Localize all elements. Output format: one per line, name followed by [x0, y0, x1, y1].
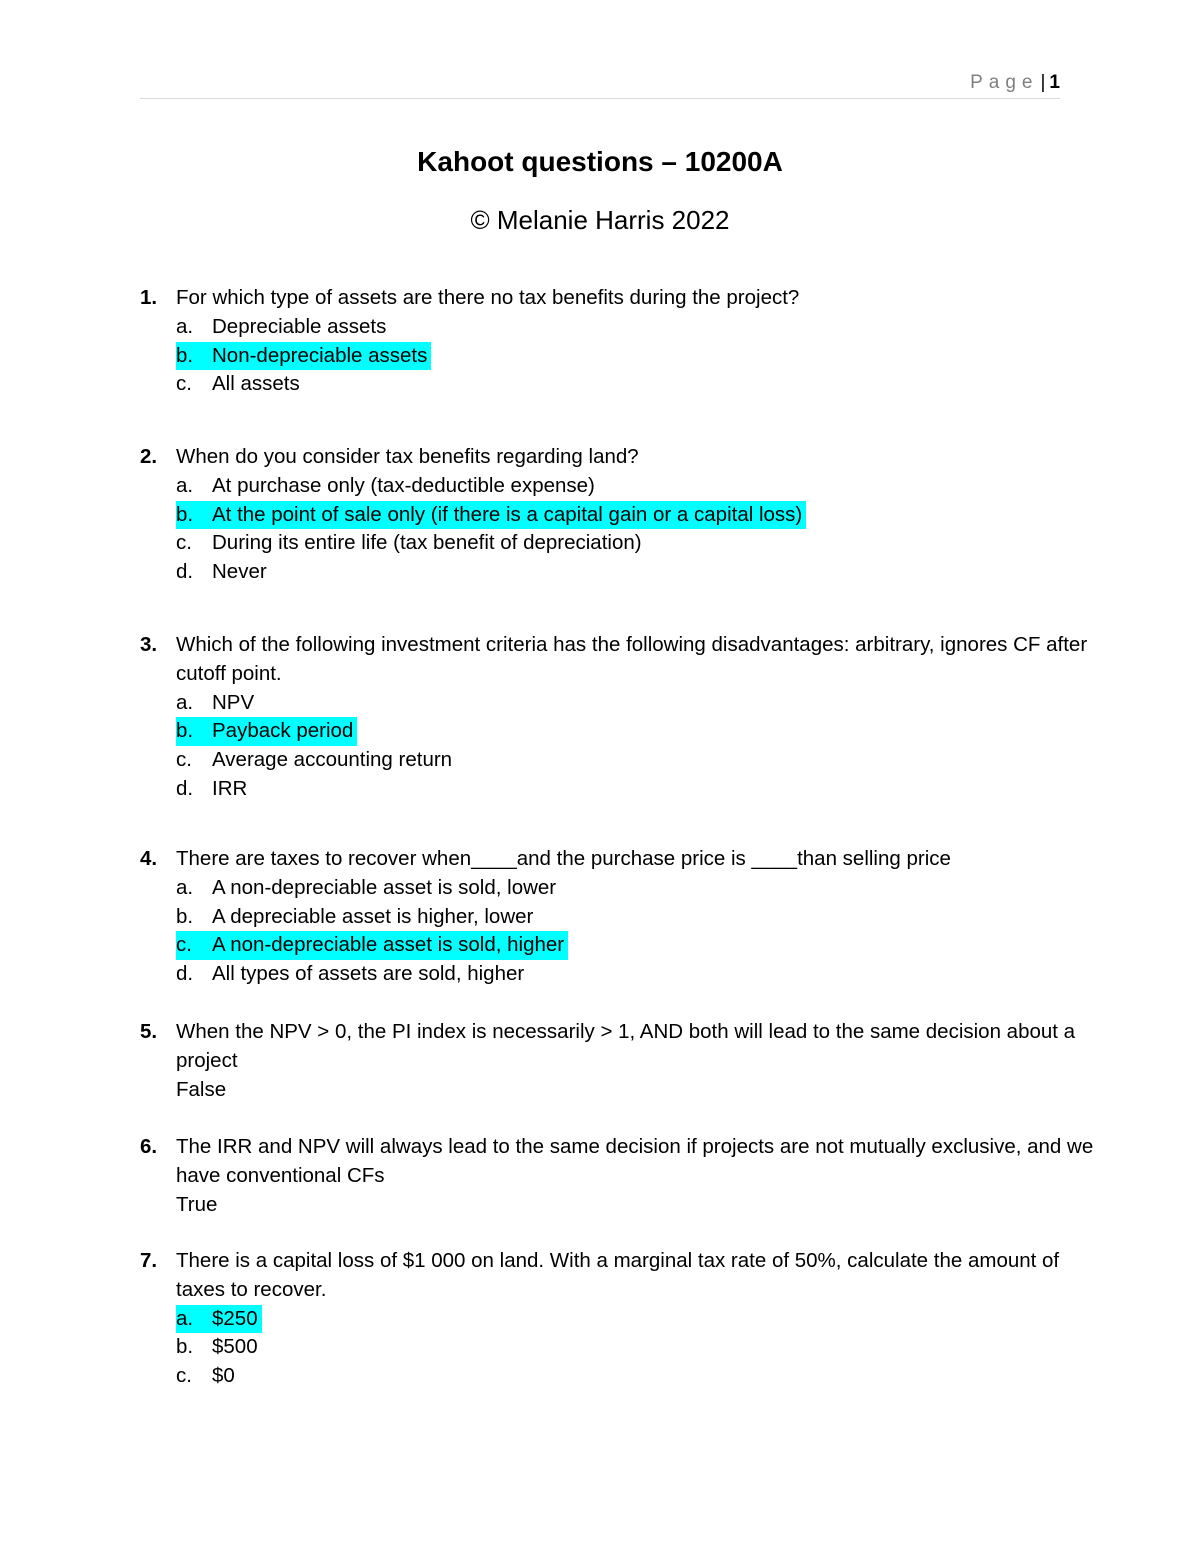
- option-letter: b.: [176, 1335, 194, 1359]
- option-letter: c.: [176, 372, 192, 396]
- page-header: [140, 70, 1060, 99]
- answer-option: [176, 558, 1106, 587]
- page-number: 1: [1049, 72, 1060, 93]
- answer-option: [176, 775, 1106, 804]
- option-text: All assets: [212, 372, 300, 396]
- answer-option-content: [176, 558, 267, 587]
- answer-option: [176, 717, 1106, 746]
- answer-option: [176, 472, 1106, 501]
- option-letter: d.: [176, 776, 194, 800]
- answer-option-content: [176, 960, 524, 989]
- option-letter: c.: [176, 531, 192, 555]
- option-letter: a.: [176, 314, 194, 338]
- answer-option-content: [176, 1333, 258, 1362]
- option-letter: a.: [176, 473, 194, 497]
- answer-option: [176, 342, 1106, 371]
- question-item: [140, 1133, 1106, 1219]
- answer-options: [176, 472, 1106, 587]
- answer-option: [176, 1333, 1106, 1362]
- question-text: There are taxes to recover when____and the purchase price is ____than selling price: [176, 847, 951, 870]
- option-letter: b.: [176, 904, 194, 928]
- question-number: 3.: [140, 633, 158, 656]
- answer-option-content: [176, 903, 533, 932]
- question-item: [140, 443, 1106, 587]
- question-number: 2.: [140, 445, 158, 468]
- option-text: A non-depreciable asset is sold, lower: [212, 875, 557, 899]
- option-letter: b.: [176, 502, 194, 526]
- answer-option-content: [176, 1362, 235, 1391]
- option-letter: b.: [176, 719, 194, 743]
- option-text: At purchase only (tax-deductible expense): [212, 473, 595, 497]
- correct-answer-highlight: [176, 501, 806, 530]
- answer-option: [176, 874, 1106, 903]
- correct-answer-highlight: [176, 931, 568, 960]
- option-text: At the point of sale only (if there is a capital gain or a capital loss): [212, 502, 803, 526]
- answer-option: [176, 370, 1106, 399]
- option-letter: a.: [176, 1306, 194, 1330]
- answer-option: [176, 313, 1106, 342]
- question-text: For which type of assets are there no tax benefits during the project?: [176, 286, 800, 309]
- option-letter: a.: [176, 875, 194, 899]
- document-title: Kahoot questions – 10200A: [417, 146, 783, 177]
- option-text: Non-depreciable assets: [212, 343, 428, 367]
- option-letter: c.: [176, 748, 192, 772]
- option-text: Depreciable assets: [212, 314, 387, 338]
- page-word: Page: [970, 72, 1039, 93]
- option-text: $250: [212, 1306, 258, 1330]
- answer-option: [176, 689, 1106, 718]
- answer-option-content: [176, 313, 386, 342]
- option-text: $0: [212, 1364, 235, 1388]
- option-text: A depreciable asset is higher, lower: [212, 904, 534, 928]
- question-item: [140, 1018, 1106, 1104]
- question-text: When the NPV > 0, the PI index is necessarily > 1, AND both will lead to the same decision about a project: [176, 1020, 1076, 1072]
- question-item: [140, 1247, 1106, 1391]
- question-text: The IRR and NPV will always lead to the same decision if projects are not mutually exclusive, and we have conventional CFs: [176, 1135, 1094, 1187]
- question-text: Which of the following investment criteria has the following disadvantages: arbitrary, ignores CF after cutoff point.: [176, 633, 1088, 685]
- option-text: Payback period: [212, 719, 354, 743]
- answer-option-content: [176, 529, 642, 558]
- option-text: Average accounting return: [212, 748, 453, 772]
- option-letter: c.: [176, 1364, 192, 1388]
- question-number: 6.: [140, 1135, 158, 1158]
- answer-option: [176, 903, 1106, 932]
- true-false-answer: False: [176, 1077, 227, 1101]
- question-text: There is a capital loss of $1 000 on land. With a marginal tax rate of 50%, calculate the amount of taxes to recover.: [176, 1249, 1060, 1301]
- correct-answer-highlight: [176, 342, 431, 371]
- option-letter: d.: [176, 962, 194, 986]
- answer-option: [176, 1305, 1106, 1334]
- answer-option-content: [176, 689, 254, 718]
- option-text: Never: [212, 560, 267, 584]
- option-letter: b.: [176, 343, 194, 367]
- correct-answer-highlight: [176, 1305, 262, 1334]
- option-letter: d.: [176, 560, 194, 584]
- page-number-label: [970, 72, 1060, 94]
- answer-options: [176, 313, 1106, 399]
- answer-option: [176, 529, 1106, 558]
- answer-option: [176, 501, 1106, 530]
- answer-option-content: [176, 775, 247, 804]
- answer-options: [176, 1305, 1106, 1391]
- answer-option-content: [176, 746, 452, 775]
- page-separator: |: [1040, 72, 1046, 93]
- answer-option: [176, 746, 1106, 775]
- true-false-answer: True: [176, 1192, 218, 1216]
- answer-option-content: [176, 370, 300, 399]
- question-item: [140, 631, 1106, 804]
- answer-option-content: [176, 472, 595, 501]
- question-text: When do you consider tax benefits regarding land?: [176, 445, 639, 468]
- answer-options: [176, 874, 1106, 989]
- option-text: $500: [212, 1335, 258, 1359]
- answer-option: [176, 931, 1106, 960]
- option-text: A non-depreciable asset is sold, higher: [212, 933, 565, 957]
- option-text: During its entire life (tax benefit of depreciation): [212, 531, 642, 555]
- option-text: IRR: [212, 776, 248, 800]
- answer-options: [176, 689, 1106, 804]
- answer-option-content: [176, 874, 556, 903]
- document-subtitle: © Melanie Harris 2022: [470, 205, 730, 235]
- question-item: [140, 845, 1106, 989]
- option-letter: a.: [176, 690, 194, 714]
- answer-option: [176, 960, 1106, 989]
- question-number: 4.: [140, 847, 158, 870]
- question-number: 1.: [140, 286, 158, 309]
- question-number: 5.: [140, 1020, 158, 1043]
- answer-option: [176, 1362, 1106, 1391]
- option-letter: c.: [176, 933, 192, 957]
- correct-answer-highlight: [176, 717, 357, 746]
- question-number: 7.: [140, 1249, 158, 1272]
- option-text: All types of assets are sold, higher: [212, 962, 525, 986]
- option-text: NPV: [212, 690, 255, 714]
- question-item: [140, 284, 1106, 399]
